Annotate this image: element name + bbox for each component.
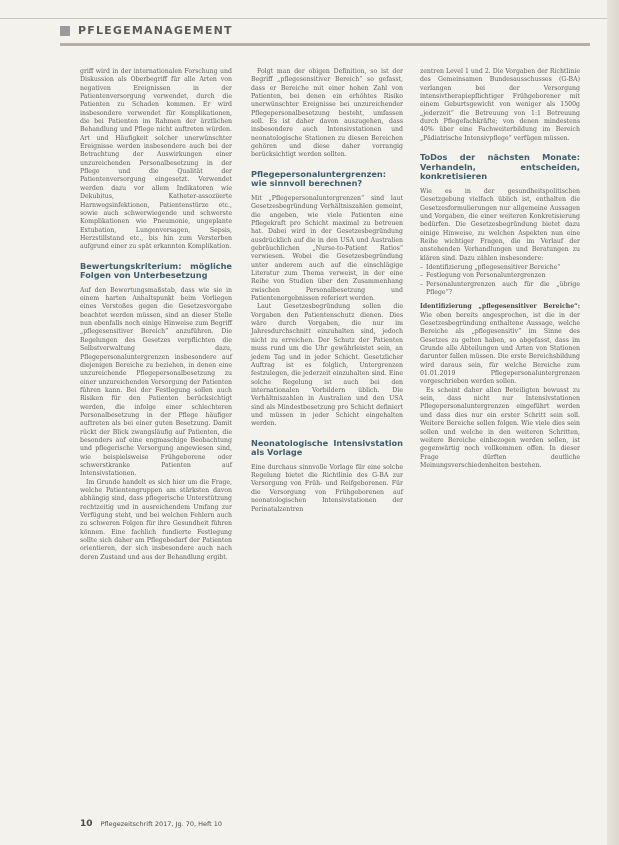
subheading: Neonatologische Intensivstation als Vorlage: [251, 437, 403, 458]
paragraph: Im Grunde handelt es sich hier um die Frage, welche Patientengruppen am stärksten davon abhängig sind, dass pflegerische Unterstützung rechtzeitig und in ausreichendem Umfang zur Verfügung steht, und bei welchen Fehlern auch zu schweren Folgen für ihre Gesundheit führen können. Eine fachlich fundierte Festlegung sollte sich daher am Pflegebedarf der Patienten orientieren, der sich insbesondere auch nach deren Zustand und aus der Behandlung ergibt.: [80, 478, 232, 561]
header-square-icon: [60, 26, 70, 36]
section-header: [60, 22, 590, 48]
paragraph: Es scheint daher allen Beteiligten bewusst zu sein, dass nicht nur Intensivstationen Pflegepersonaluntergrenzen eingeführt werden und dass dies nur ein erster Schritt sein soll. Weitere Bereiche sollen folgen. Wie viele dies sein sollen und welche in den weiteren Schritten, weitere Bereiche einbezogen werden sollen, ist gegenwärtig noch vollkommen offen. In dieser Frage dürften deutliche Meinungsverschiedenheiten bestehen.: [420, 386, 580, 469]
paragraph: Auf den Bewertungsmaßstab, dass wie sie in einem harten Anhaltspunkt beim Vorliegen eines Verstoßes gegen die Gesetzesvorgabe beachtet werden müssen, sind an dieser Stelle nun ebenfalls noch einige Hinweise zum Begriff „pflegesensitiver Bereich“ anzuführen. Die Regelungen des Gesetzes verpflichten die Selbstverwaltung dazu, Pflegepersonaluntergrenzen insbesondere auf diejenigen Bereiche zu beziehen, in denen eine unzureichende Pflegepersonalbesetzung zu einer unzureichenden Versorgung der Patienten führen kann. Bei der Festlegung sollen auch Risiken für den Patienten berücksichtigt werden, die infolge einer schlechteren Personalbesetzung in der Pflege häufiger auftreten als bei einer guten Besetzung. Damit rückt der Blick zwangsläufig auf Patienten, die besonders auf eine engmaschige Beobachtung und pflegerische Versorgung angewiesen sind, wie beispielsweise Frühgeborene oder schwerstkranke Patienten auf Intensivstationen.: [80, 286, 232, 478]
paragraph: Laut Gesetzesbegründung sollen die Vorgaben den Patientenschutz dienen. Dies wäre durch Vorgaben, die nur im Jahresdurchschnitt einzuhalten sind, jedoch nicht zu erreichen. Der Schutz der Patienten muss rund um die Uhr gewährleistet sein, an jedem Tag und in jeder Schicht. Gesetzlicher Auftrag ist es folglich, Untergrenzen festzulegen, die jederzeit einzuhalten sind. Eine solche Regelung ist auch bei den internationalen Vorbildern üblich. Die Verhältniszahlen in Australien und den USA sind als Mindestbesetzung pro Schicht definiert und müssen in jeder Schicht eingehalten werden.: [251, 303, 403, 428]
paragraph: Wie oben bereits angesprochen, ist die in der Gesetzesbegründung enthaltene Aussage, welche Bereiche als „pflegesensitiv“ im Sinne des Gesetzes zu gelten haben, so abgefasst, dass im Grunde alle Abteilungen und Arten von Stationen darunter fallen müssen. Die erste Bereichsbildung wird daraus sein, für welche Bereiche zum 01.01.2019 Pflegepersonaluntergrenzen vorgeschrieben werden sollen.: [420, 311, 580, 386]
paragraph: Folgt man der obigen Definition, so ist der Begriff „pflegesensitiver Bereich“ so gefasst, dass er Bereiche mit einer hohen Zahl von Patienten, bei denen ein erhöhtes Risiko unerwünschter Ereignisse bei unzureichender Pflegepersonalbesetzung besteht, umfassen soll. Es ist daher davon auszugehen, dass insbesondere auch Intensivstationen und neonatologische Stationen zu diesen Bereichen gehören und diese daher vorrangig berücksichtigt werden sollten.: [251, 68, 403, 159]
column-1: [80, 68, 232, 562]
paragraph: Wie es in der gesundheitspolitischen Gesetzgebung vielfach üblich ist, enthalten die Gesetzesformulierungen nur allgemeine Aussagen und Vorgaben, die einer weiteren Konkretisierung bedürfen. Die Gesetzesbegründung bietet dazu einige Hinweise, zu welchen Aspekten nun eine Reihe wichtiger Fragen, die im Verlauf der anstehenden Verhandlungen und Beratungen zu klären sind. Dazu zählen insbesondere:: [420, 187, 580, 262]
list-item: – Personaluntergrenzen auch für die „übrige Pflege“?: [426, 281, 580, 298]
column-3: [420, 68, 580, 470]
journal-citation: Pflegezeitschrift 2017, Jg. 70, Heft 10: [100, 820, 223, 828]
paragraph: Eine durchaus sinnvolle Vorlage für eine solche Regelung bietet die Richtlinie des G-BA zur Versorgung von Früh- und Reifgeborenen. Für die Versorgung von Frühgeborenen auf neonatologischen Intensivstationen der Perinatalzentren: [251, 463, 403, 513]
subheading: Bewertungskriterium: mögliche Folgen von Unterbesetzung: [80, 260, 232, 281]
section-title: PFLEGEMANAGEMENT: [78, 24, 233, 37]
header-underline: [60, 43, 590, 46]
page-footer: [80, 819, 222, 829]
subheading: Pflegepersonaluntergrenzen: wie sinnvoll berechnen?: [251, 168, 387, 189]
paragraph: Mit „Pflegepersonaluntergrenzen“ sind laut Gesetzesbegründung Verhältniszahlen gemeint, die angeben, wie viele Patienten eine Pflegekraft pro Schicht maximal zu betreuen hat. Dabei wird in der Gesetzesbegründung ausdrücklich auf die in den USA und Australien gebräuchlichen „Nurse-to-Patient Ratios“ verwiesen. Wobei die Gesetzesbegründung unter anderem auch auf die einschlägige Literatur zum Thema verweist, in der eine Reihe von Studien über den Zusammenhang zwischen Personalbesetzung und Patientenergebnissen referiert werden.: [251, 194, 403, 303]
top-rule: [0, 18, 619, 19]
list-item: – Identifizierung „pflegesensitiver Bereiche“: [426, 264, 580, 272]
list-item: – Festlegung von Personaluntergrenzen: [426, 272, 580, 280]
paragraph: griff wird in der internationalen Forschung und Diskussion als Oberbegriff für alle Arten von negativen Ereignissen in der Patientenversorgung verwendet, durch die Patienten zu Schaden kommen. Er wird insbesondere verwendet für Komplikationen, die bei Patienten im Rahmen der ärztlichen Behandlung und Pflege nicht auftreten würden. Art und Häufigkeit solcher unerwünschter Ereignisse werden insbesondere auch bei der Betrachtung der Auswirkungen einer unzureichenden Personalbesetzung in der Pflege und die Qualität der Patientenversorgung eingesetzt. Verwendet werden dazu vor allem Indikatoren wie Dekubitus, Katheter-assoziierte Harnwegsinfektionen, Patientenstürze etc., sowie auch schwerwiegende und schwerste Komplikationen wie Pneumonie, ungeplante Extubation, Lungenversagen, Sepsis, Herzstillstand etc., bis hin zum Versterben aufgrund einer zu spät erkannten Komplikation.: [80, 68, 232, 251]
inline-label: Identifizierung „pflegesensitiver Bereiche“:: [420, 303, 580, 311]
page-number: 10: [80, 819, 93, 829]
paragraph: zentren Level 1 und 2. Die Vorgaben der Richtlinie des Gemeinsamen Bundesausschusses (G-BA) verlangen bei der Versorgung intensivtherapiepflichtiger Frühgeborener mit einem Geburtsgewicht von weniger als 1500g „jederzeit“ die Betreuung von 1:1 Betreuung durch Pflegefachkräfte; von denen mindestens 40% über eine Fachweiterbildung im Bereich „Pädiatrische Intensivpflege“ verfügen müssen.: [420, 68, 580, 142]
subheading: ToDos der nächsten Monate: Verhandeln, entscheiden, konkretisieren: [420, 152, 580, 182]
bullet-list: [420, 264, 580, 297]
column-2: [251, 68, 403, 514]
page-edge-shadow: [607, 0, 619, 845]
